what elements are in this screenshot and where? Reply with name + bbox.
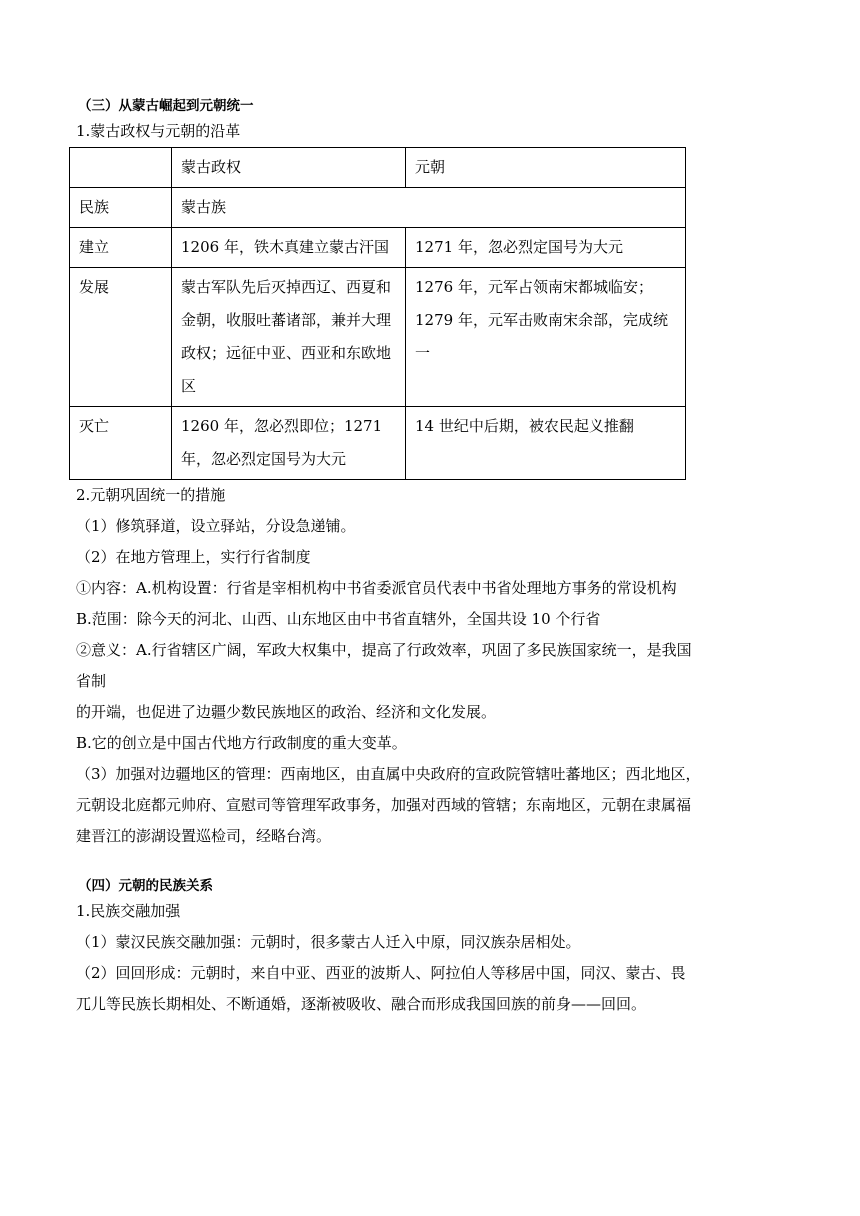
paragraph-line: 1.民族交融加强 xyxy=(76,902,181,920)
section-heading: （四）元朝的民族关系 xyxy=(78,878,213,894)
paragraph-line: （1）蒙汉民族交融加强：元朝时，很多蒙古人迁入中原，同汉族杂居相处。 xyxy=(76,933,581,951)
paragraph-line: ②意义：A.行省辖区广阔，军政大权集中，提高了行政效率，巩固了多民族国家统一，是我国 xyxy=(76,641,692,659)
paragraph-line: B.范围：除今天的河北、山西、山东地区由中书省直辖外，全国共设 10 个行省 xyxy=(76,610,601,628)
paragraph-line: 省制 xyxy=(76,672,107,690)
table-header-cell: 蒙古政权 xyxy=(172,148,406,188)
row-label: 民族 xyxy=(70,188,172,228)
paragraph-line: B.它的创立是中国古代地方行政制度的重大变革。 xyxy=(76,734,407,752)
table-row xyxy=(70,188,686,228)
table-cell: 14 世纪中后期，被农民起义推翻 xyxy=(406,407,686,480)
section-heading: （三）从蒙古崛起到元朝统一 xyxy=(78,98,254,114)
paragraph-line: ①内容：A.机构设置：行省是宰相机构中书省委派官员代表中书省处理地方事务的常设机构 xyxy=(76,579,677,597)
table-cell: 1271 年，忽必烈定国号为大元 xyxy=(406,228,686,268)
subheading: 1.蒙古政权与元朝的沿革 xyxy=(76,122,241,140)
paragraph-line: （3）加强对边疆地区的管理：西南地区，由直属中央政府的宣政院管辖吐蕃地区；西北地区， xyxy=(76,765,701,783)
history-table xyxy=(69,147,686,480)
table-cell: 1276 年，元军占领南宋都城临安；1279 年，元军击败南宋余部，完成统一 xyxy=(406,268,686,407)
table-header-row xyxy=(70,148,686,188)
table-header-cell: 元朝 xyxy=(406,148,686,188)
table-header-cell xyxy=(70,148,172,188)
table-cell: 1206 年，铁木真建立蒙古汗国 xyxy=(172,228,406,268)
subheading: 2.元朝巩固统一的措施 xyxy=(76,486,226,504)
table-row xyxy=(70,407,686,480)
table-cell: 1260 年，忽必烈即位；1271 年，忽必烈定国号为大元 xyxy=(172,407,406,480)
document-page xyxy=(76,96,790,1020)
paragraph-line: （1）修筑驿道，设立驿站，分设急递铺。 xyxy=(76,517,356,535)
paragraph-line: 元朝设北庭都元帅府、宣慰司等管理军政事务，加强对西域的管辖；东南地区，元朝在隶属福 xyxy=(76,796,692,814)
table-row xyxy=(70,228,686,268)
row-label: 建立 xyxy=(70,228,172,268)
paragraph-line: 兀儿等民族长期相处、不断通婚，逐渐被吸收、融合而形成我国回族的前身——回回。 xyxy=(76,995,647,1013)
table-cell: 蒙古族 xyxy=(172,188,686,228)
table-cell: 蒙古军队先后灭掉西辽、西夏和金朝，收服吐蕃诸部，兼并大理政权；远征中亚、西亚和东欧地区 xyxy=(172,268,406,407)
table-row xyxy=(70,268,686,407)
row-label: 发展 xyxy=(70,268,172,407)
paragraph-line: （2）在地方管理上，实行行省制度 xyxy=(76,548,311,566)
paragraph-line: 的开端，也促进了边疆少数民族地区的政治、经济和文化发展。 xyxy=(76,703,497,721)
spacer xyxy=(76,852,790,876)
paragraph-line: （2）回回形成：元朝时，来自中亚、西亚的波斯人、阿拉伯人等移居中国，同汉、蒙古、畏 xyxy=(76,964,686,982)
paragraph-line: 建晋江的澎湖设置巡检司，经略台湾。 xyxy=(76,827,332,845)
row-label: 灭亡 xyxy=(70,407,172,480)
